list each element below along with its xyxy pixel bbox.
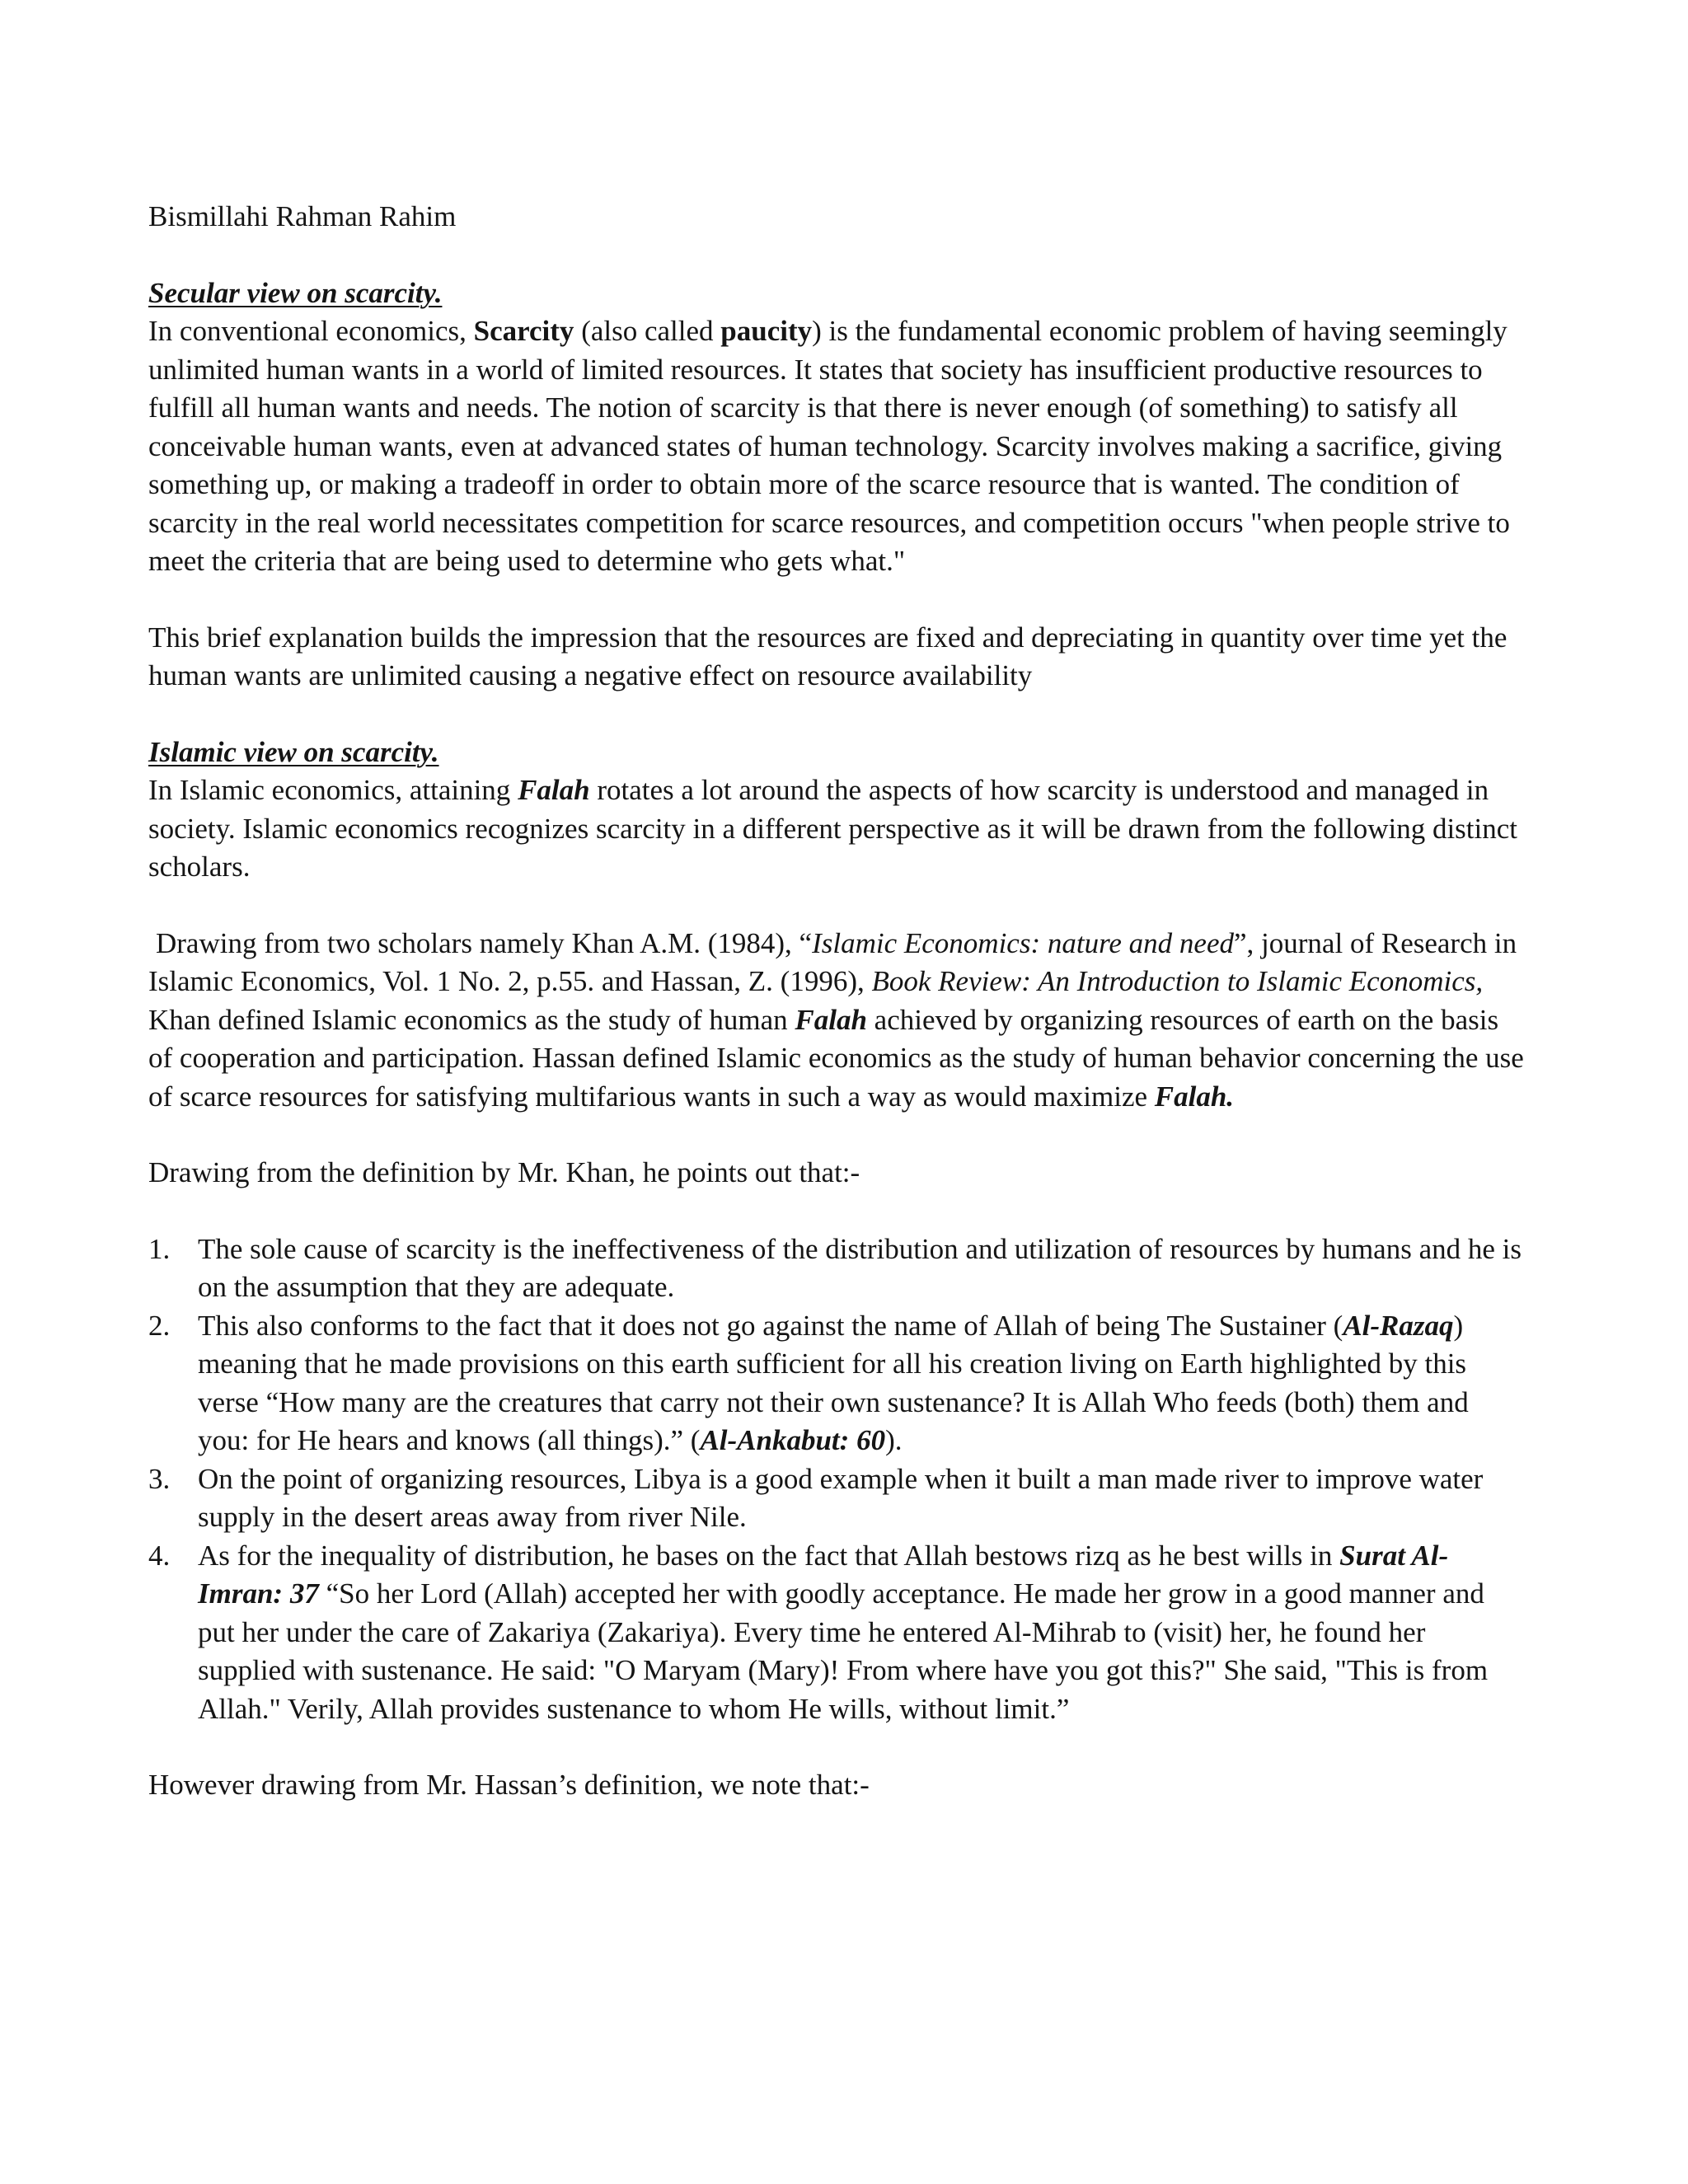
verse-reference: Al-Ankabut: 60 — [700, 1424, 886, 1456]
islamic-paragraph-4: However drawing from Mr. Hassan’s definition, we note that:- — [148, 1769, 870, 1801]
term-al-razaq: Al-Razaq — [1343, 1309, 1454, 1342]
term-falah: Falah — [518, 774, 590, 806]
secular-heading: Secular view on scarcity. — [148, 276, 443, 309]
islamic-paragraph-1: In Islamic economics, attaining Falah rotates a lot around the aspects of how scarcity is understood and managed in society. Islamic economics recognizes scarcity in a different perspective as it will be drawn from the following distinct scholars. — [148, 774, 1517, 883]
secular-paragraph-2: This brief explanation builds the impression that the resources are fixed and depreciating in quantity over time yet the human wants are unlimited causing a negative effect on resource availability — [148, 621, 1507, 691]
khan-points-list — [148, 1230, 1525, 1729]
term-falah: Falah. — [1154, 1080, 1235, 1113]
list-item: 4. As for the inequality of distribution, he bases on the fact that Allah bestows rizq as he best wills in Surat Al-Imran: 37 “So her Lord (Allah) accepted her with goodly acceptance. He made her grow in a good manner and put her under the care of Zakariya (Zakariya). Every time he entered Al-Mihrab to (visit) her, he found her supplied with sustenance. He said: "O Maryam (Mary)! From where have you got this?" She said, "This is from Allah." Verily, Allah provides sustenance to whom He wills, without limit.” — [148, 1537, 1525, 1729]
islamic-paragraph-2: Drawing from two scholars namely Khan A.M. (1984), “Islamic Economics: nature and need”, journal of Research in Islamic Economics, Vol. 1 No. 2, p.55. and Hassan, Z. (1996), Book Review: An Introduction to Islamic Economics, Khan defined Islamic economics as the study of human Falah achieved by organizing resources of earth on the basis of cooperation and participation. Hassan defined Islamic economics as the study of human behavior concerning the use of scarce resources for satisfying multifarious wants in such a way as would maximize Falah. — [148, 926, 1524, 1113]
list-item: 1. The sole cause of scarcity is the ineffectiveness of the distribution and utilization of resources by humans and he is on the assumption that they are adequate. — [148, 1230, 1525, 1307]
secular-paragraph-1: In conventional economics, Scarcity (also called paucity) is the fundamental economic problem of having seemingly unlimited human wants in a world of limited resources. It states that society has insufficient productive resources to fulfill all human wants and needs. The notion of scarcity is that there is never enough (of something) to satisfy all conceivable human wants, even at advanced states of human technology. Scarcity involves making a sacrifice, giving something up, or making a tradeoff in order to obtain more of the scarce resource that is wanted. The condition of scarcity in the real world necessitates competition for scarce resources, and competition occurs "when people strive to meet the criteria that are being used to determine who gets what." — [148, 315, 1510, 577]
list-item: 2. This also conforms to the fact that it does not go against the name of Allah of being The Sustainer (Al-Razaq) meaning that he made provisions on this earth sufficient for all his creation living on Earth highlighted by this verse “How many are the creatures that carry not their own sustenance? It is Allah Who feeds (both) them and you: for He hears and knows (all things).” (Al-Ankabut: 60). — [148, 1307, 1525, 1460]
term-falah: Falah — [795, 1003, 867, 1036]
citation-khan-title: Islamic Economics: nature and need — [812, 926, 1235, 959]
greeting-line: Bismillahi Rahman Rahim — [148, 200, 457, 232]
document-page — [148, 198, 1525, 1805]
list-number: 2. — [148, 1309, 171, 1342]
term-scarcity: Scarcity — [473, 315, 574, 347]
list-number: 4. — [148, 1539, 171, 1572]
islamic-paragraph-3: Drawing from the definition by Mr. Khan, he points out that:- — [148, 1156, 860, 1188]
list-number: 1. — [148, 1232, 171, 1265]
list-item: 3. On the point of organizing resources, Libya is a good example when it built a man made river to improve water supply in the desert areas away from river Nile. — [148, 1460, 1525, 1537]
islamic-heading: Islamic view on scarcity. — [148, 735, 439, 768]
verse-reference: Surat Al-Imran: 37 — [198, 1539, 1449, 1610]
list-number: 3. — [148, 1462, 171, 1495]
citation-hassan-title: Book Review: An Introduction to Islamic Economics, — [871, 965, 1484, 997]
term-paucity: paucity — [720, 315, 813, 347]
